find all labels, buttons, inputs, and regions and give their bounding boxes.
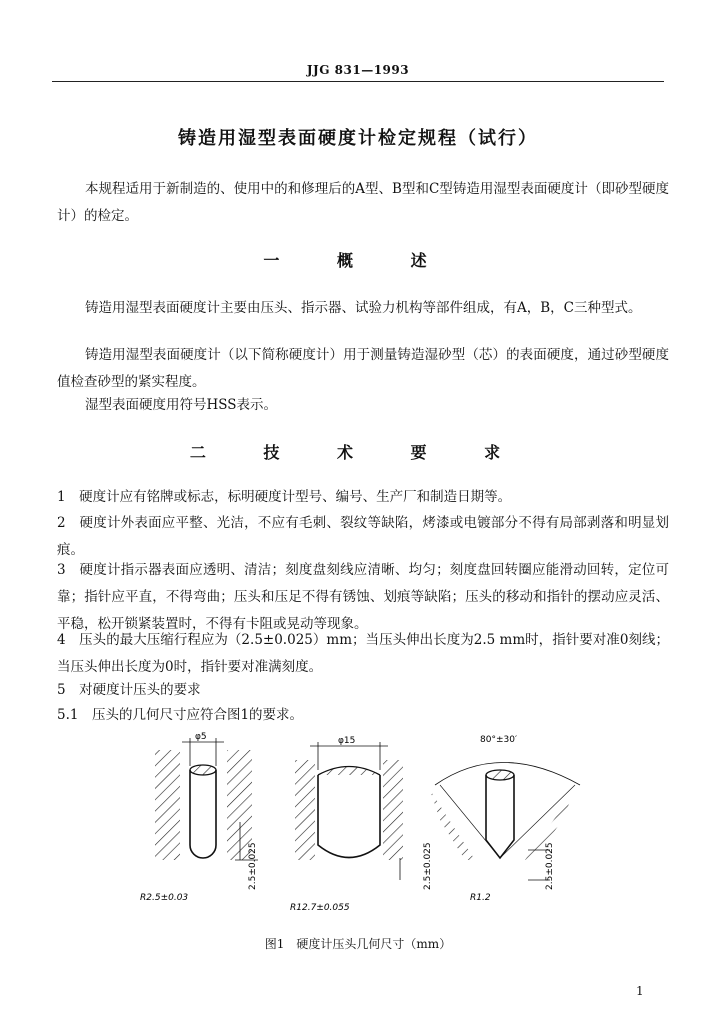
b-length-label: 2.5±0.025 — [423, 842, 433, 890]
indenter-c-drawing — [430, 735, 580, 903]
section1-paragraph-1: 铸造用湿型表面硬度计主要由压头、指示器、试验力机构等部件组成，有A，B，C三种型式。 — [85, 300, 642, 316]
indenter-a-drawing — [140, 732, 258, 903]
section2-heading: 二 技 术 要 求 — [189, 443, 527, 462]
requirement-1: 1 硬度计应有铭牌或标志，标明硬度计型号、编号、生产厂和制造日期等。 — [57, 489, 512, 505]
figure-1-caption: 图1 硬度计压头几何尺寸（mm） — [264, 937, 452, 951]
a-length-label: 2.5±0.025 — [248, 842, 258, 890]
a-radius-label: R2.5±0.03 — [140, 893, 189, 903]
intro-paragraph: 本规程适用于新制造的、使用中的和修理后的A型、B型和C型铸造用湿型表面硬度计（即砂型硬度计）的检定。 — [57, 181, 669, 224]
section1-paragraph-3: 湿型表面硬度用符号HSS表示。 — [85, 397, 278, 413]
requirement-5: 5 对硬度计压头的要求 — [57, 682, 201, 698]
requirement-2: 2 硬度计外表面应平整、光洁，不应有毛刺、裂纹等缺陷，烤漆或电镀部分不得有局部剥落和明显划痕。 — [57, 515, 669, 558]
requirement-4: 4 压头的最大压缩行程应为（2.5±0.025）mm；当压头伸出长度为2.5 mm时，指针要对准0刻线；当压头伸出长度为0时，指针要对准满刻度。 — [57, 632, 669, 675]
c-length-label: 2.5±0.025 — [545, 842, 555, 890]
requirement-5-1: 5.1 压头的几何尺寸应符合图1的要求。 — [57, 707, 304, 723]
page-number: 1 — [636, 984, 644, 998]
section1-paragraph-2: 铸造用湿型表面硬度计（以下简称硬度计）用于测量铸造湿砂型（芯）的表面硬度，通过砂型硬度值检查砂型的紧实程度。 — [57, 347, 669, 390]
b-diameter-label: φ15 — [338, 736, 356, 746]
a-diameter-label: φ5 — [195, 732, 207, 742]
document-title: 铸造用湿型表面硬度计检定规程（试行） — [178, 128, 538, 149]
requirement-3: 3 硬度计指示器表面应透明、清洁；刻度盘刻线应清晰、均匀；刻度盘回转圈应能滑动回转，定位可靠；指针应平直，不得弯曲；压头和压足不得有锈蚀、划痕等缺陷；压头的移动和指针的摆动应灵活、平稳，松开锁紧装置时，不得有卡阻或晃动等现象。 — [57, 562, 669, 632]
b-radius-label: R12.7±0.055 — [290, 903, 350, 913]
indenter-b-drawing — [290, 736, 433, 913]
standard-code: JJG 831—1993 — [306, 63, 410, 77]
c-radius-label: R1.2 — [470, 893, 491, 903]
header-rule — [52, 81, 664, 82]
figure-1-indenter-geometry — [100, 730, 600, 930]
c-angle-label: 80°±30′ — [480, 735, 517, 745]
section1-heading: 一 概 述 — [263, 251, 453, 270]
